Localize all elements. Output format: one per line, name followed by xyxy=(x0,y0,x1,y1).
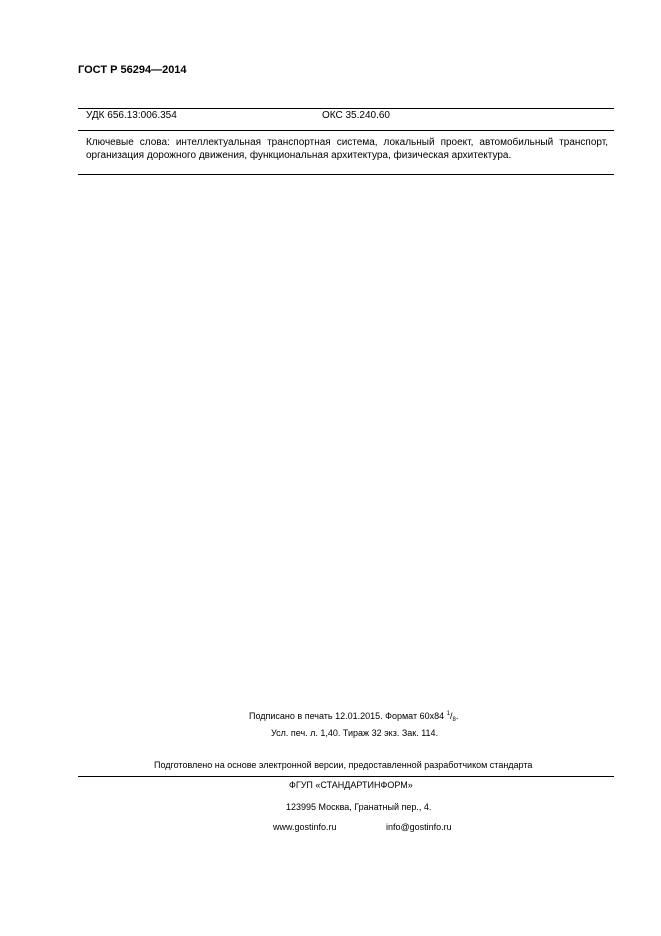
oks-code: ОКС 35.240.60 xyxy=(322,110,390,121)
publisher-address: 123995 Москва, Гранатный пер., 4. xyxy=(286,802,432,812)
signed-text: Подписано в печать 12.01.2015. Формат 60x84 xyxy=(249,711,445,721)
format-denominator: 8 xyxy=(452,717,456,723)
publisher-name: ФГУП «СТАНДАРТИНФОРМ» xyxy=(289,780,413,790)
keywords-paragraph: Ключевые слова: интеллектуальная транспортная система, локальный проект, автомобильный транспорт, организация дорожного движения, функциональная архитектура, физическая архитектура. xyxy=(86,137,608,161)
format-slash: / xyxy=(449,711,453,721)
publisher-email: info@gostinfo.ru xyxy=(386,822,452,832)
publisher-website: www.gostinfo.ru xyxy=(273,822,337,832)
bottom-rule xyxy=(78,174,614,175)
format-suffix: . xyxy=(455,711,459,721)
prepared-note: Подготовлено на основе электронной версии, предоставленной разработчиком стандарта xyxy=(154,760,533,770)
document-code: ГОСТ Р 56294—2014 xyxy=(78,64,187,76)
udc-code: УДК 656.13:006.354 xyxy=(86,110,177,121)
publisher-rule xyxy=(78,776,614,777)
top-rule xyxy=(78,108,614,109)
middle-rule xyxy=(78,130,614,131)
print-info-line: Усл. печ. л. 1,40. Тираж 32 экз. Зак. 114. xyxy=(271,728,439,738)
signed-line xyxy=(249,711,458,721)
format-numerator: 1 xyxy=(446,711,450,717)
